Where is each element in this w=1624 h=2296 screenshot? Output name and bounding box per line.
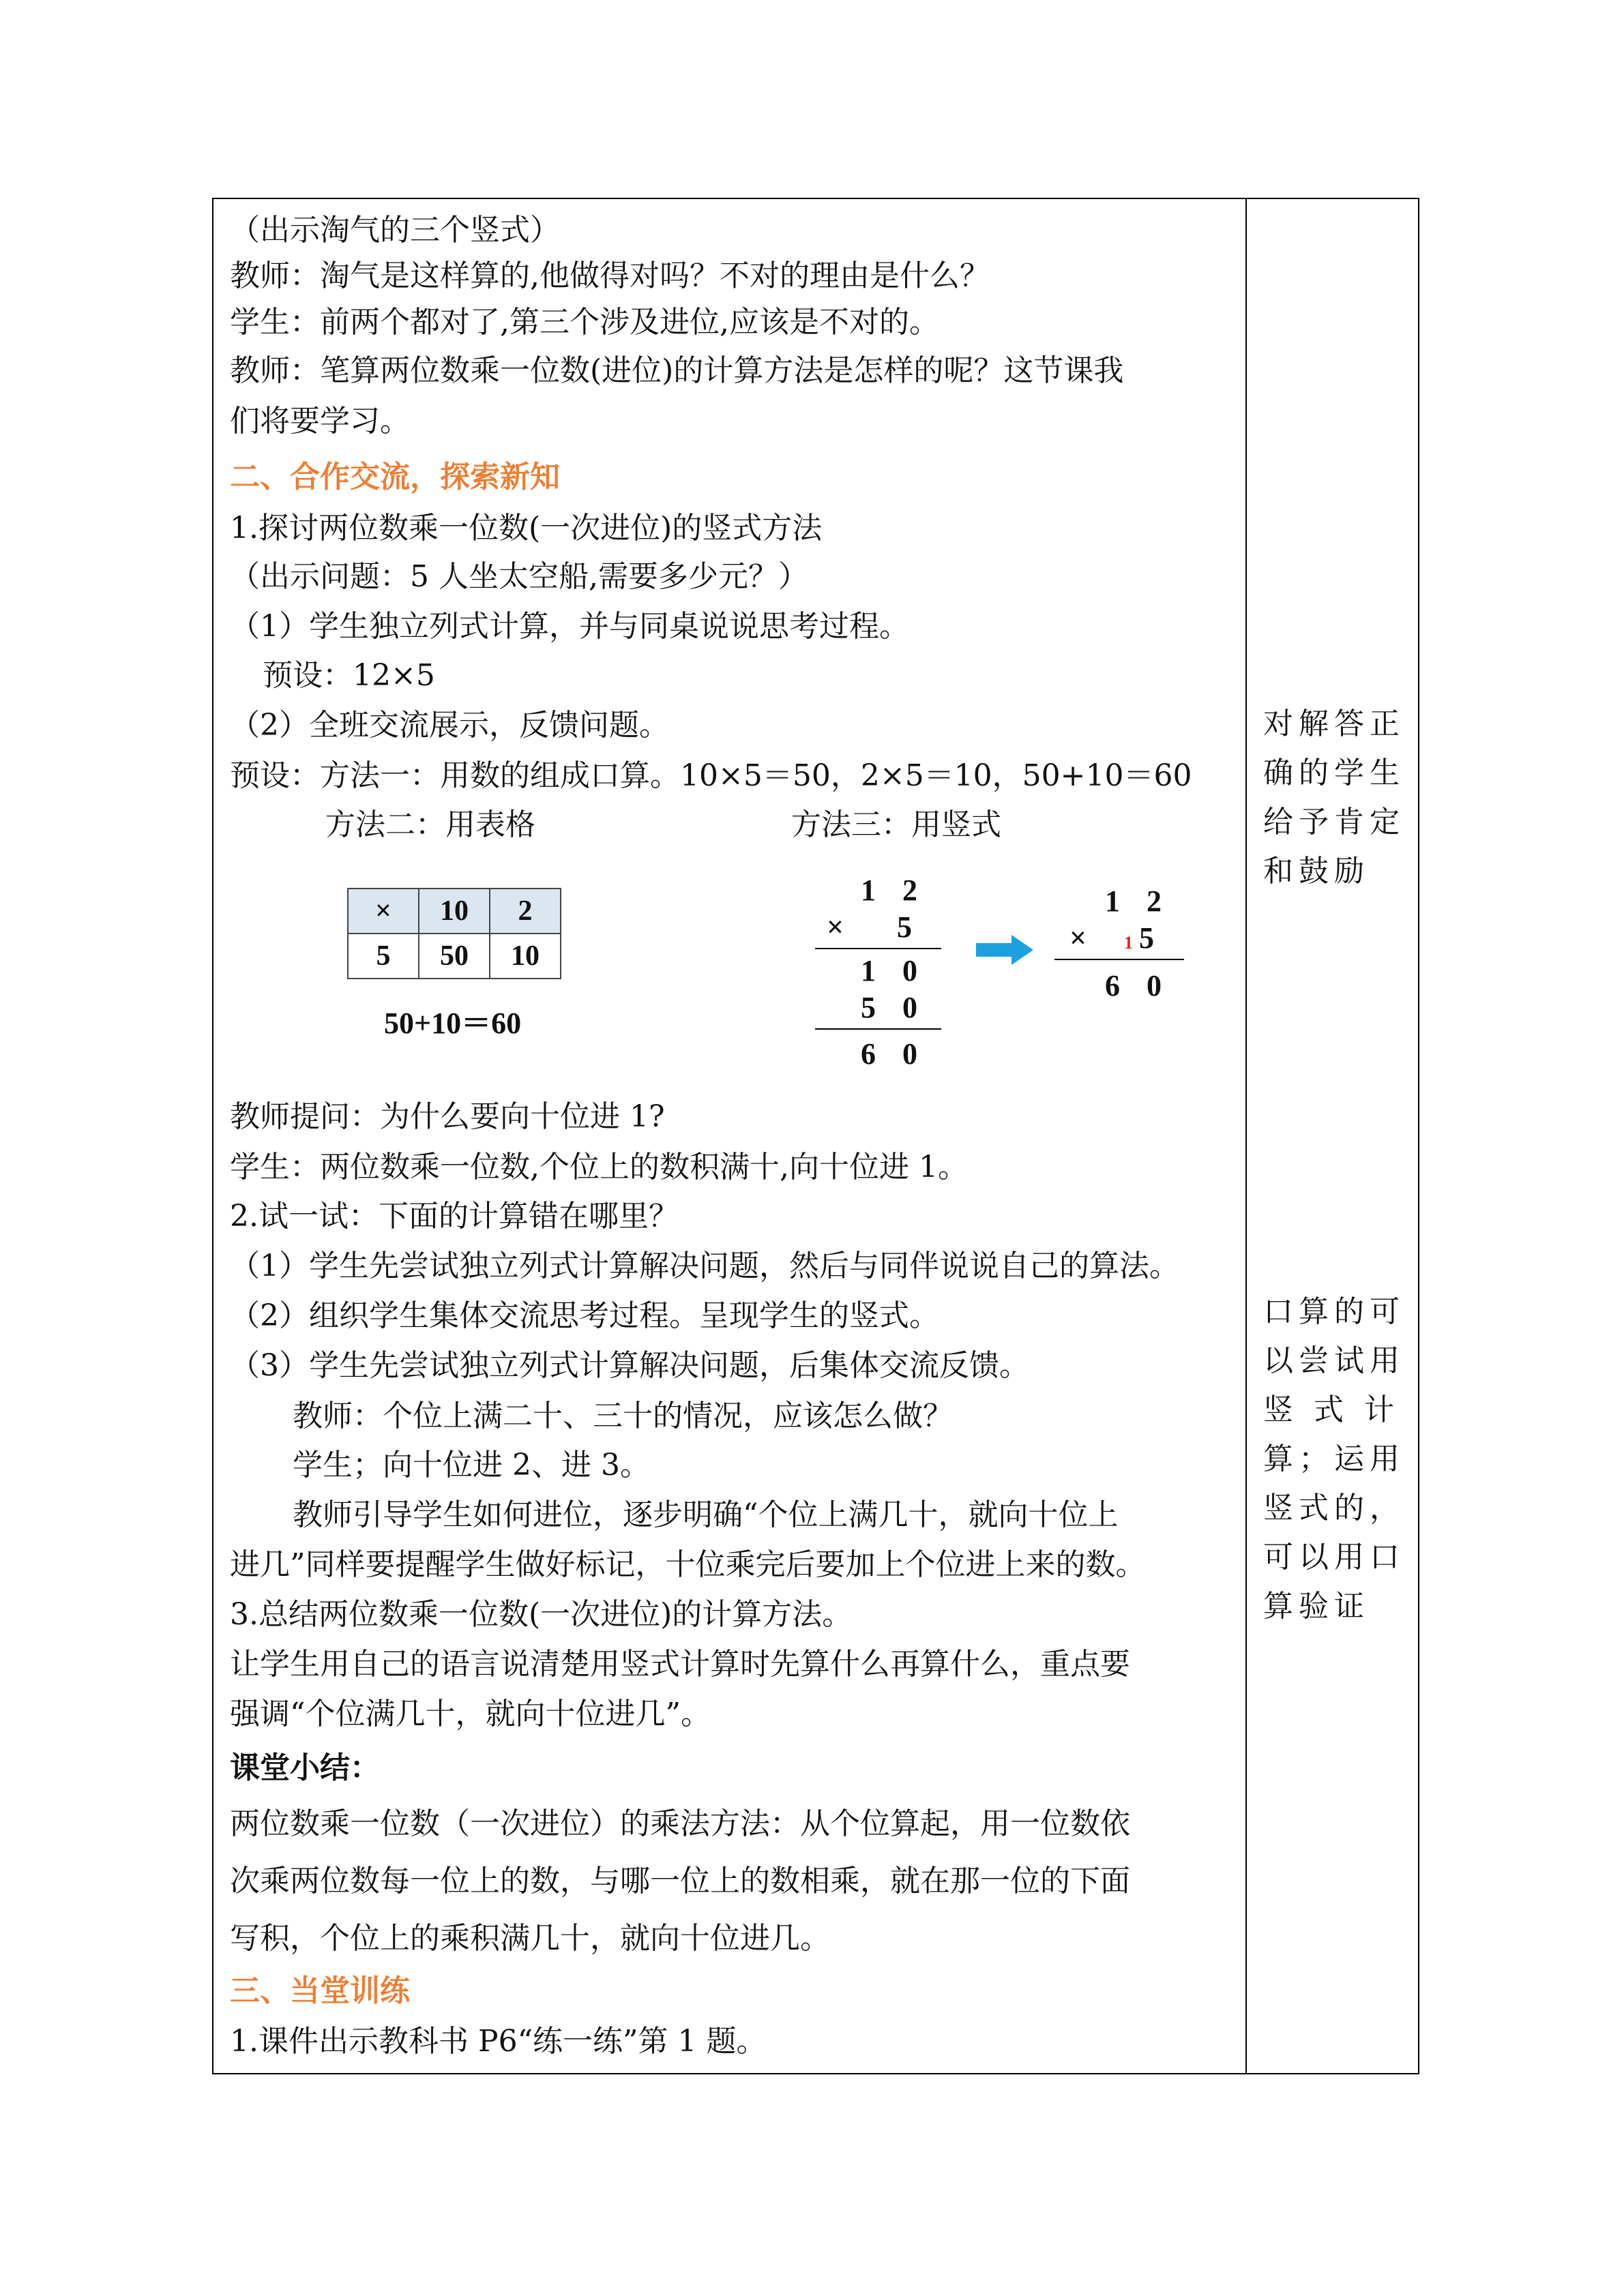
text-line: 教师提问：为什么要向十位进 1? <box>230 1099 665 1134</box>
summary-heading: 课堂小结： <box>230 1750 380 1785</box>
text-line: 学生；向十位进 2、进 3。 <box>293 1448 650 1482</box>
text-line: 写积，个位上的乘积满几十，就向十位进几。 <box>230 1921 830 1956</box>
text-line: （2）组织学生集体交流思考过程。呈现学生的竖式。 <box>230 1298 939 1333</box>
note-line: 给予肯定 <box>1263 805 1405 839</box>
table-cell: 2 <box>490 889 561 934</box>
text-line: 教师：淘气是这样算的,他做得对吗？不对的理由是什么？ <box>230 258 990 293</box>
note-line: 算；运用 <box>1263 1442 1405 1476</box>
multiplication-table <box>347 888 561 979</box>
note-line: 竖 式 计 <box>1263 1392 1400 1427</box>
text-line: 强调“个位满几十，就向十位进几”。 <box>230 1697 711 1731</box>
vertical1-times: × <box>827 910 854 944</box>
vertical1-partial-1: 1 0 <box>861 954 927 987</box>
text-line: （出示淘气的三个竖式） <box>230 213 560 248</box>
text-line: 预设：12×5 <box>263 658 435 693</box>
text-line: （2）全班交流展示，反馈问题。 <box>230 708 669 743</box>
vertical1-rule <box>815 1028 941 1030</box>
vertical2-rule <box>1054 959 1184 960</box>
table-cell: 10 <box>419 889 490 934</box>
note-line: 竖式的， <box>1263 1491 1405 1525</box>
table-cell: 5 <box>348 934 419 979</box>
method-two-label: 方法二：用表格 <box>325 807 535 842</box>
vertical1-top: 1 2 <box>861 874 927 907</box>
text-line: 学生：两位数乘一位数,个位上的数积满十,向十位进 1。 <box>230 1150 968 1184</box>
text-line: （1）学生先尝试独立列式计算解决问题，然后与同伴说说自己的算法。 <box>230 1249 1179 1283</box>
section-heading-2: 二、合作交流，探索新知 <box>230 460 560 494</box>
side-note-verify <box>1263 1287 1406 1631</box>
text-line: 们将要学习。 <box>230 404 410 438</box>
table-sum: 50+10＝60 <box>384 1007 522 1040</box>
text-line: 进几”同样要提醒学生做好标记，十位乘完后要加上个位进上来的数。 <box>230 1547 1146 1582</box>
table-cell: 10 <box>490 934 561 979</box>
arrow-right-icon <box>976 934 1033 966</box>
vertical1-partial-2: 5 0 <box>861 991 927 1024</box>
vertical1-rule <box>815 948 941 949</box>
text-line: （3）学生先尝试独立列式计算解决问题，后集体交流反馈。 <box>230 1348 1029 1383</box>
vertical2-result: 6 0 <box>1105 969 1171 1002</box>
text-line: 预设：方法一：用数的组成口算。10×5＝50，2×5＝10，50+10＝60 <box>230 758 1192 793</box>
note-line: 算验证 <box>1263 1589 1370 1624</box>
side-note-praise <box>1263 700 1406 896</box>
method-three-label: 方法三：用竖式 <box>791 807 1001 842</box>
text-line: 1.探讨两位数乘一位数(一次进位)的竖式方法 <box>230 511 823 546</box>
carry-digit: 1 <box>1124 933 1133 953</box>
text-line: 2.试一试：下面的计算错在哪里？ <box>230 1199 679 1234</box>
note-line: 口算的可 <box>1263 1294 1405 1329</box>
note-line: 对解答正 <box>1263 706 1405 741</box>
section-heading-3: 三、当堂训练 <box>230 1973 410 2008</box>
text-line: 3.总结两位数乘一位数(一次进位)的计算方法。 <box>230 1597 853 1632</box>
text-line: （出示问题：5 人坐太空船,需要多少元？） <box>230 559 808 594</box>
vertical1-result: 6 0 <box>861 1037 927 1071</box>
table-cell: 50 <box>419 934 490 979</box>
note-line: 以尝试用 <box>1263 1343 1405 1378</box>
text-line: 次乘两位数每一位上的数，与哪一位上的数相乘，就在那一位的下面 <box>230 1864 1130 1898</box>
text-line: 教师：笔算两位数乘一位数(进位)的计算方法是怎样的呢？这节课我 <box>230 353 1124 388</box>
column-divider <box>1245 198 1247 2074</box>
vertical2-top: 1 2 <box>1105 884 1171 918</box>
text-line: 学生：前两个都对了,第三个涉及进位,应该是不对的。 <box>230 305 939 340</box>
vertical2-multiplier: 5 <box>1139 921 1164 955</box>
text-line: 教师引导学生如何进位，逐步明确“个位上满几十，就向十位上 <box>293 1497 1119 1532</box>
note-line: 和鼓励 <box>1263 854 1370 889</box>
table-cell: × <box>348 889 419 934</box>
vertical1-multiplier: 5 <box>897 910 921 944</box>
text-line: （1）学生独立列式计算，并与同桌说说思考过程。 <box>230 609 909 644</box>
text-line: 两位数乘一位数（一次进位）的乘法方法：从个位算起，用一位数依 <box>230 1806 1130 1841</box>
note-line: 确的学生 <box>1263 756 1405 790</box>
text-line: 1.课件出示教科书 P6“练一练”第 1 题。 <box>230 2024 767 2059</box>
text-line: 教师：个位上满二十、三十的情况，应该怎么做？ <box>293 1399 953 1433</box>
vertical2-times: × <box>1069 921 1097 955</box>
text-line: 让学生用自己的语言说清楚用竖式计算时先算什么再算什么，重点要 <box>230 1647 1130 1682</box>
note-line: 可以用口 <box>1263 1540 1405 1575</box>
